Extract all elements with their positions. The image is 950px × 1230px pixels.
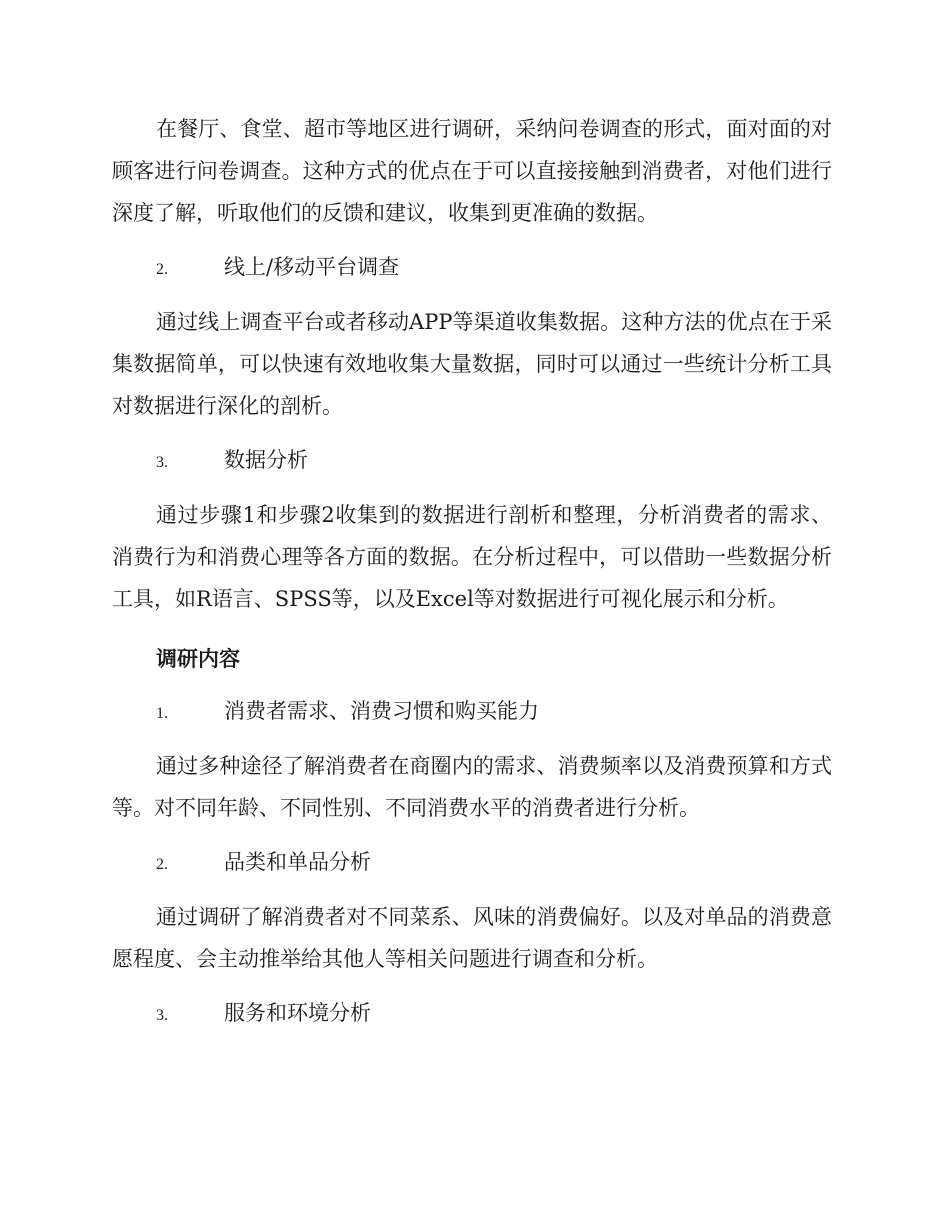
list-number: 2. bbox=[156, 261, 168, 278]
list-item-label: 数据分析 bbox=[224, 448, 308, 472]
document-page bbox=[112, 108, 832, 1047]
list-number: 2. bbox=[156, 856, 168, 873]
list-number: 3. bbox=[156, 1007, 168, 1024]
list-item-category-analysis bbox=[156, 841, 832, 886]
list-number: 1. bbox=[156, 705, 168, 722]
list-item-service-environment bbox=[156, 992, 832, 1037]
list-number: 3. bbox=[156, 454, 168, 471]
section-heading-research-content: 调研内容 bbox=[156, 647, 240, 671]
paragraph-online-survey: 通过线上调查平台或者移动APP等渠道收集数据。这种方法的优点在于采集数据简单，可以快速有效地收集大量数据，同时可以通过一些统计分析工具对数据进行深化的剖析。 bbox=[112, 310, 832, 418]
list-item-consumer-needs bbox=[156, 690, 832, 735]
list-item-online-survey bbox=[156, 246, 832, 291]
list-item-data-analysis bbox=[156, 439, 832, 484]
paragraph-data-analysis: 通过步骤1和步骤2收集到的数据进行剖析和整理，分析消费者的需求、消费行为和消费心理等各方面的数据。在分析过程中，可以借助一些数据分析工具，如R语言、SPSS等，以及Excel等对数据进行可视化展示和分析。 bbox=[112, 503, 832, 611]
list-item-label: 消费者需求、消费习惯和购买能力 bbox=[224, 699, 539, 723]
paragraph-survey-onsite: 在餐厅、食堂、超市等地区进行调研，采纳问卷调查的形式，面对面的对顾客进行问卷调查。这种方式的优点在于可以直接接触到消费者，对他们进行深度了解，听取他们的反馈和建议，收集到更准确的数据。 bbox=[112, 117, 832, 225]
list-item-label: 品类和单品分析 bbox=[224, 850, 371, 874]
list-item-label: 服务和环境分析 bbox=[224, 1001, 371, 1025]
paragraph-consumer-needs: 通过多种途径了解消费者在商圈内的需求、消费频率以及消费预算和方式等。对不同年龄、不同性别、不同消费水平的消费者进行分析。 bbox=[112, 754, 832, 820]
paragraph-category-analysis: 通过调研了解消费者对不同菜系、风味的消费偏好。以及对单品的消费意愿程度、会主动推举给其他人等相关问题进行调查和分析。 bbox=[112, 905, 832, 971]
list-item-label: 线上/移动平台调查 bbox=[224, 255, 400, 279]
